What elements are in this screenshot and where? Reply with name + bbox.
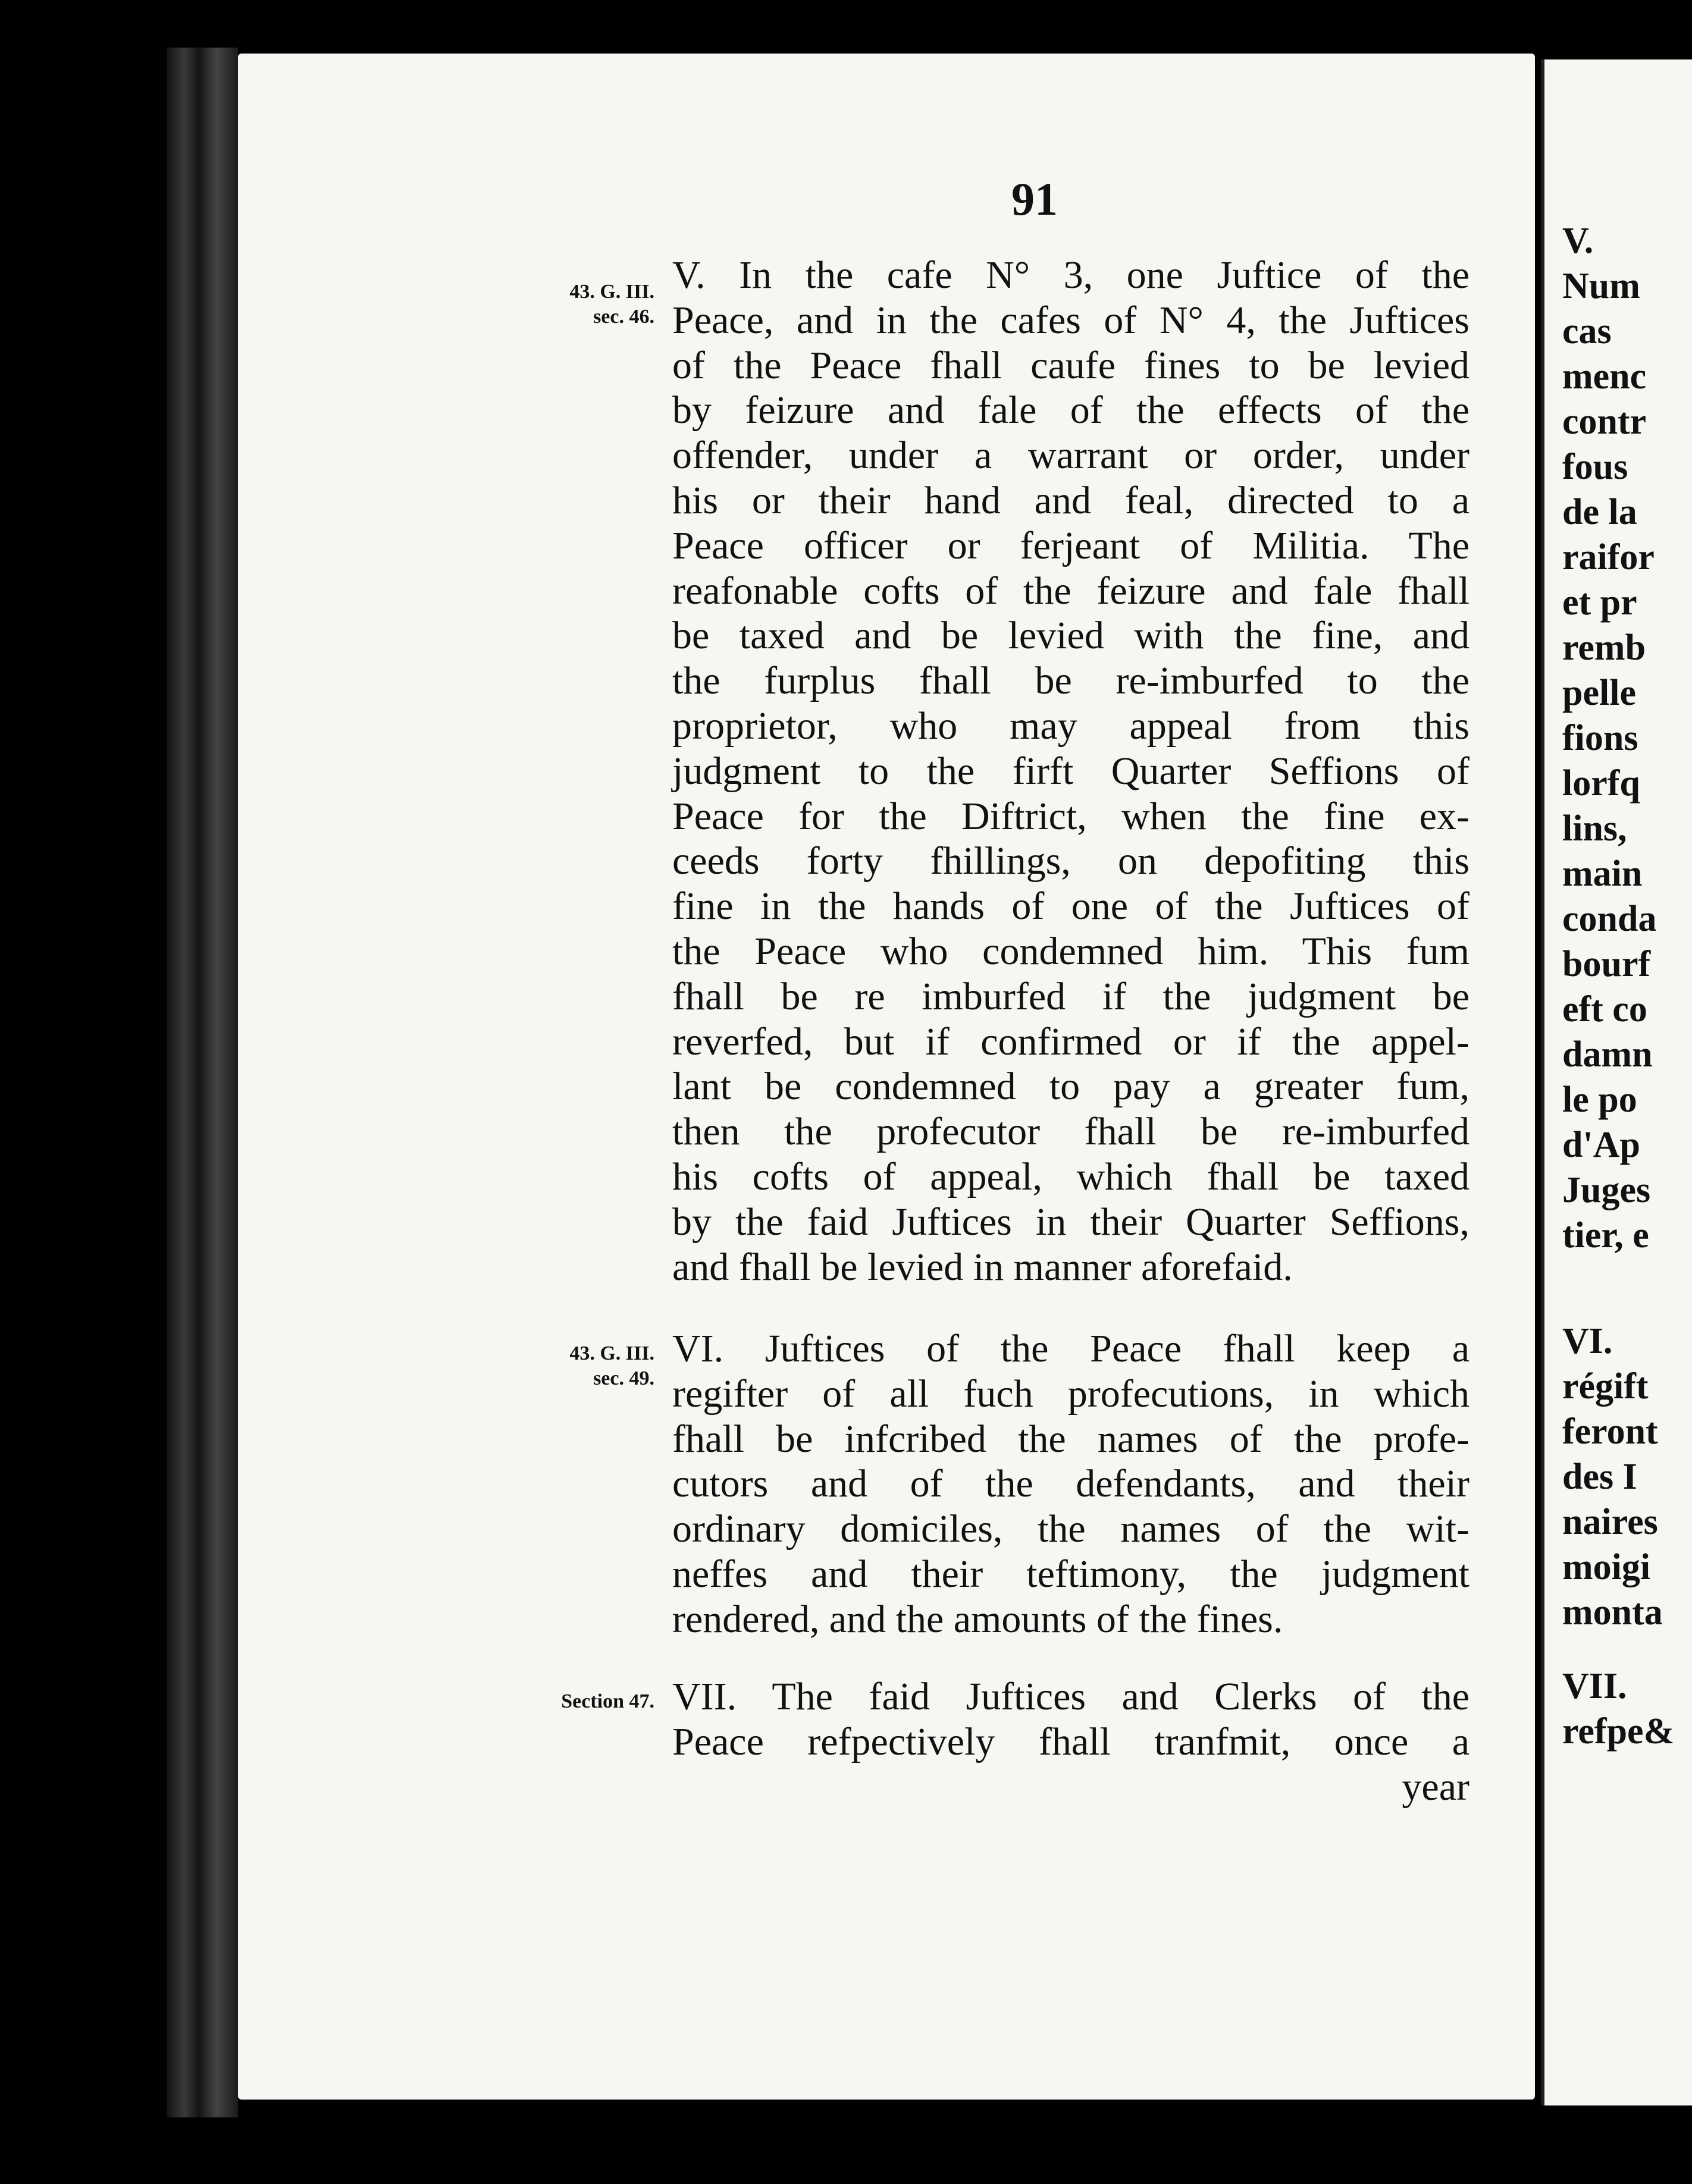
- text-line: by feizure and fale of the effects of the: [672, 388, 1469, 432]
- right-page-text-fragment: VII.: [1562, 1666, 1627, 1706]
- text-line: of the Peace fhall caufe fines to be levied: [672, 343, 1469, 387]
- text-line: ordinary domiciles, the names of the wit-: [672, 1507, 1469, 1551]
- right-page-text-fragment: fous: [1562, 447, 1628, 487]
- right-page-text-fragment: refpe&: [1562, 1711, 1675, 1752]
- text-line: proprietor, who may appeal from this: [672, 704, 1469, 748]
- right-page-text-fragment: V.: [1562, 221, 1594, 261]
- right-page-text-fragment: et pr: [1562, 582, 1637, 623]
- text-line: his cofts of appeal, which fhall be taxed: [672, 1154, 1469, 1198]
- right-page-text-fragment: fions: [1562, 718, 1638, 758]
- marginal-note-sec-49: [512, 1341, 654, 1391]
- section-vi-paragraph: [672, 1326, 1469, 1642]
- section-vii-paragraph: [672, 1674, 1469, 1809]
- marginal-note-line: 43. G. III.: [569, 281, 654, 303]
- right-page-fragment: [1541, 59, 1692, 2105]
- right-page-text-fragment: monta: [1562, 1592, 1663, 1633]
- text-line: and fhall be levied in manner aforefaid.: [672, 1245, 1293, 1289]
- text-line: VII. The faid Juftices and Clerks of the: [672, 1675, 1469, 1718]
- marginal-note-section-47: [512, 1689, 654, 1714]
- right-page-text-fragment: Num: [1562, 266, 1640, 306]
- text-line: fhall be re imburfed if the judgment be: [672, 974, 1469, 1018]
- marginal-note-line: 43. G. III.: [569, 1342, 654, 1364]
- right-page-text-fragment: cas: [1562, 311, 1612, 352]
- text-line: judgment to the firft Quarter Seffions of: [672, 749, 1469, 793]
- text-line: rendered, and the amounts of the fines.: [672, 1597, 1283, 1641]
- text-line: fine in the hands of one of the Juftices of: [672, 884, 1469, 928]
- right-page-text-fragment: eft co: [1562, 989, 1647, 1030]
- right-page-text-fragment: bourf: [1562, 944, 1651, 984]
- page-number: 91: [1011, 173, 1058, 225]
- text-line: neffes and their teftimony, the judgment: [672, 1552, 1469, 1596]
- right-page-text-fragment: pelle: [1562, 673, 1636, 713]
- text-line: reverfed, but if confirmed or if the appel-: [672, 1019, 1469, 1063]
- marginal-note-line: sec. 46.: [593, 306, 654, 328]
- right-page-text-fragment: moigi: [1562, 1547, 1651, 1587]
- text-line: regifter of all fuch profecutions, in which: [672, 1372, 1469, 1416]
- right-page-text-fragment: damn: [1562, 1034, 1653, 1075]
- right-page-text-fragment: des I: [1562, 1457, 1637, 1497]
- book-spine: [167, 48, 238, 2117]
- right-page-text-fragment: remb: [1562, 627, 1646, 668]
- text-line: the furplus fhall be re-imburfed to the: [672, 659, 1469, 703]
- right-page-text-fragment: main: [1562, 853, 1643, 894]
- right-page-text-fragment: lorfq: [1562, 763, 1640, 804]
- right-page-text-fragment: Juges: [1562, 1170, 1651, 1210]
- right-page-text-fragment: naires: [1562, 1502, 1658, 1542]
- right-page-text-fragment: lins,: [1562, 808, 1627, 849]
- text-line: his or their hand and feal, directed to a: [672, 478, 1469, 522]
- catchword: year: [1402, 1765, 1469, 1809]
- text-line: VI. Juftices of the Peace fhall keep a: [672, 1327, 1469, 1370]
- text-line: Peace for the Diftrict, when the fine ex-: [672, 794, 1469, 838]
- right-page-text-fragment: VI.: [1562, 1321, 1613, 1361]
- text-line: be taxed and be levied with the fine, and: [672, 614, 1469, 658]
- right-page-text-fragment: feront: [1562, 1411, 1658, 1452]
- marginal-note-line: sec. 49.: [593, 1367, 654, 1389]
- right-page-text-fragment: conda: [1562, 899, 1657, 939]
- marginal-note-line: Section 47.: [561, 1690, 654, 1712]
- text-line: Peace, and in the cafes of N° 4, the Juftices: [672, 298, 1469, 342]
- text-line: fhall be infcribed the names of the profe-: [672, 1417, 1469, 1461]
- text-line: reafonable cofts of the feizure and fale fhall: [672, 569, 1469, 613]
- text-line: lant be condemned to pay a greater fum,: [672, 1065, 1469, 1109]
- right-page-text-fragment: de la: [1562, 492, 1637, 532]
- right-page-text-fragment: régift: [1562, 1366, 1649, 1407]
- section-v-paragraph: [672, 253, 1469, 1289]
- text-line: ceeds forty fhillings, on depofiting this: [672, 839, 1469, 883]
- right-page-text-fragment: le po: [1562, 1080, 1637, 1120]
- text-line: the Peace who condemned him. This fum: [672, 929, 1469, 973]
- right-page-text-fragment: contr: [1562, 401, 1647, 442]
- marginal-note-sec-46: [512, 280, 654, 330]
- right-page-text-fragment: d'Ap: [1562, 1125, 1640, 1165]
- text-line: Peace refpectively fhall tranfmit, once a: [672, 1719, 1469, 1763]
- text-line: cutors and of the defendants, and their: [672, 1462, 1469, 1506]
- right-page-text-fragment: raifor: [1562, 537, 1655, 578]
- text-line: by the faid Juftices in their Quarter Seffions,: [672, 1200, 1469, 1244]
- text-line: then the profecutor fhall be re-imburfed: [672, 1110, 1469, 1154]
- text-line: V. In the cafe N° 3, one Juftice of the: [672, 253, 1469, 297]
- text-line: offender, under a warrant or order, under: [672, 434, 1469, 478]
- text-line: Peace officer or ferjeant of Militia. The: [672, 523, 1469, 567]
- right-page-text-fragment: tier, e: [1562, 1215, 1649, 1256]
- right-page-text-fragment: menc: [1562, 356, 1647, 397]
